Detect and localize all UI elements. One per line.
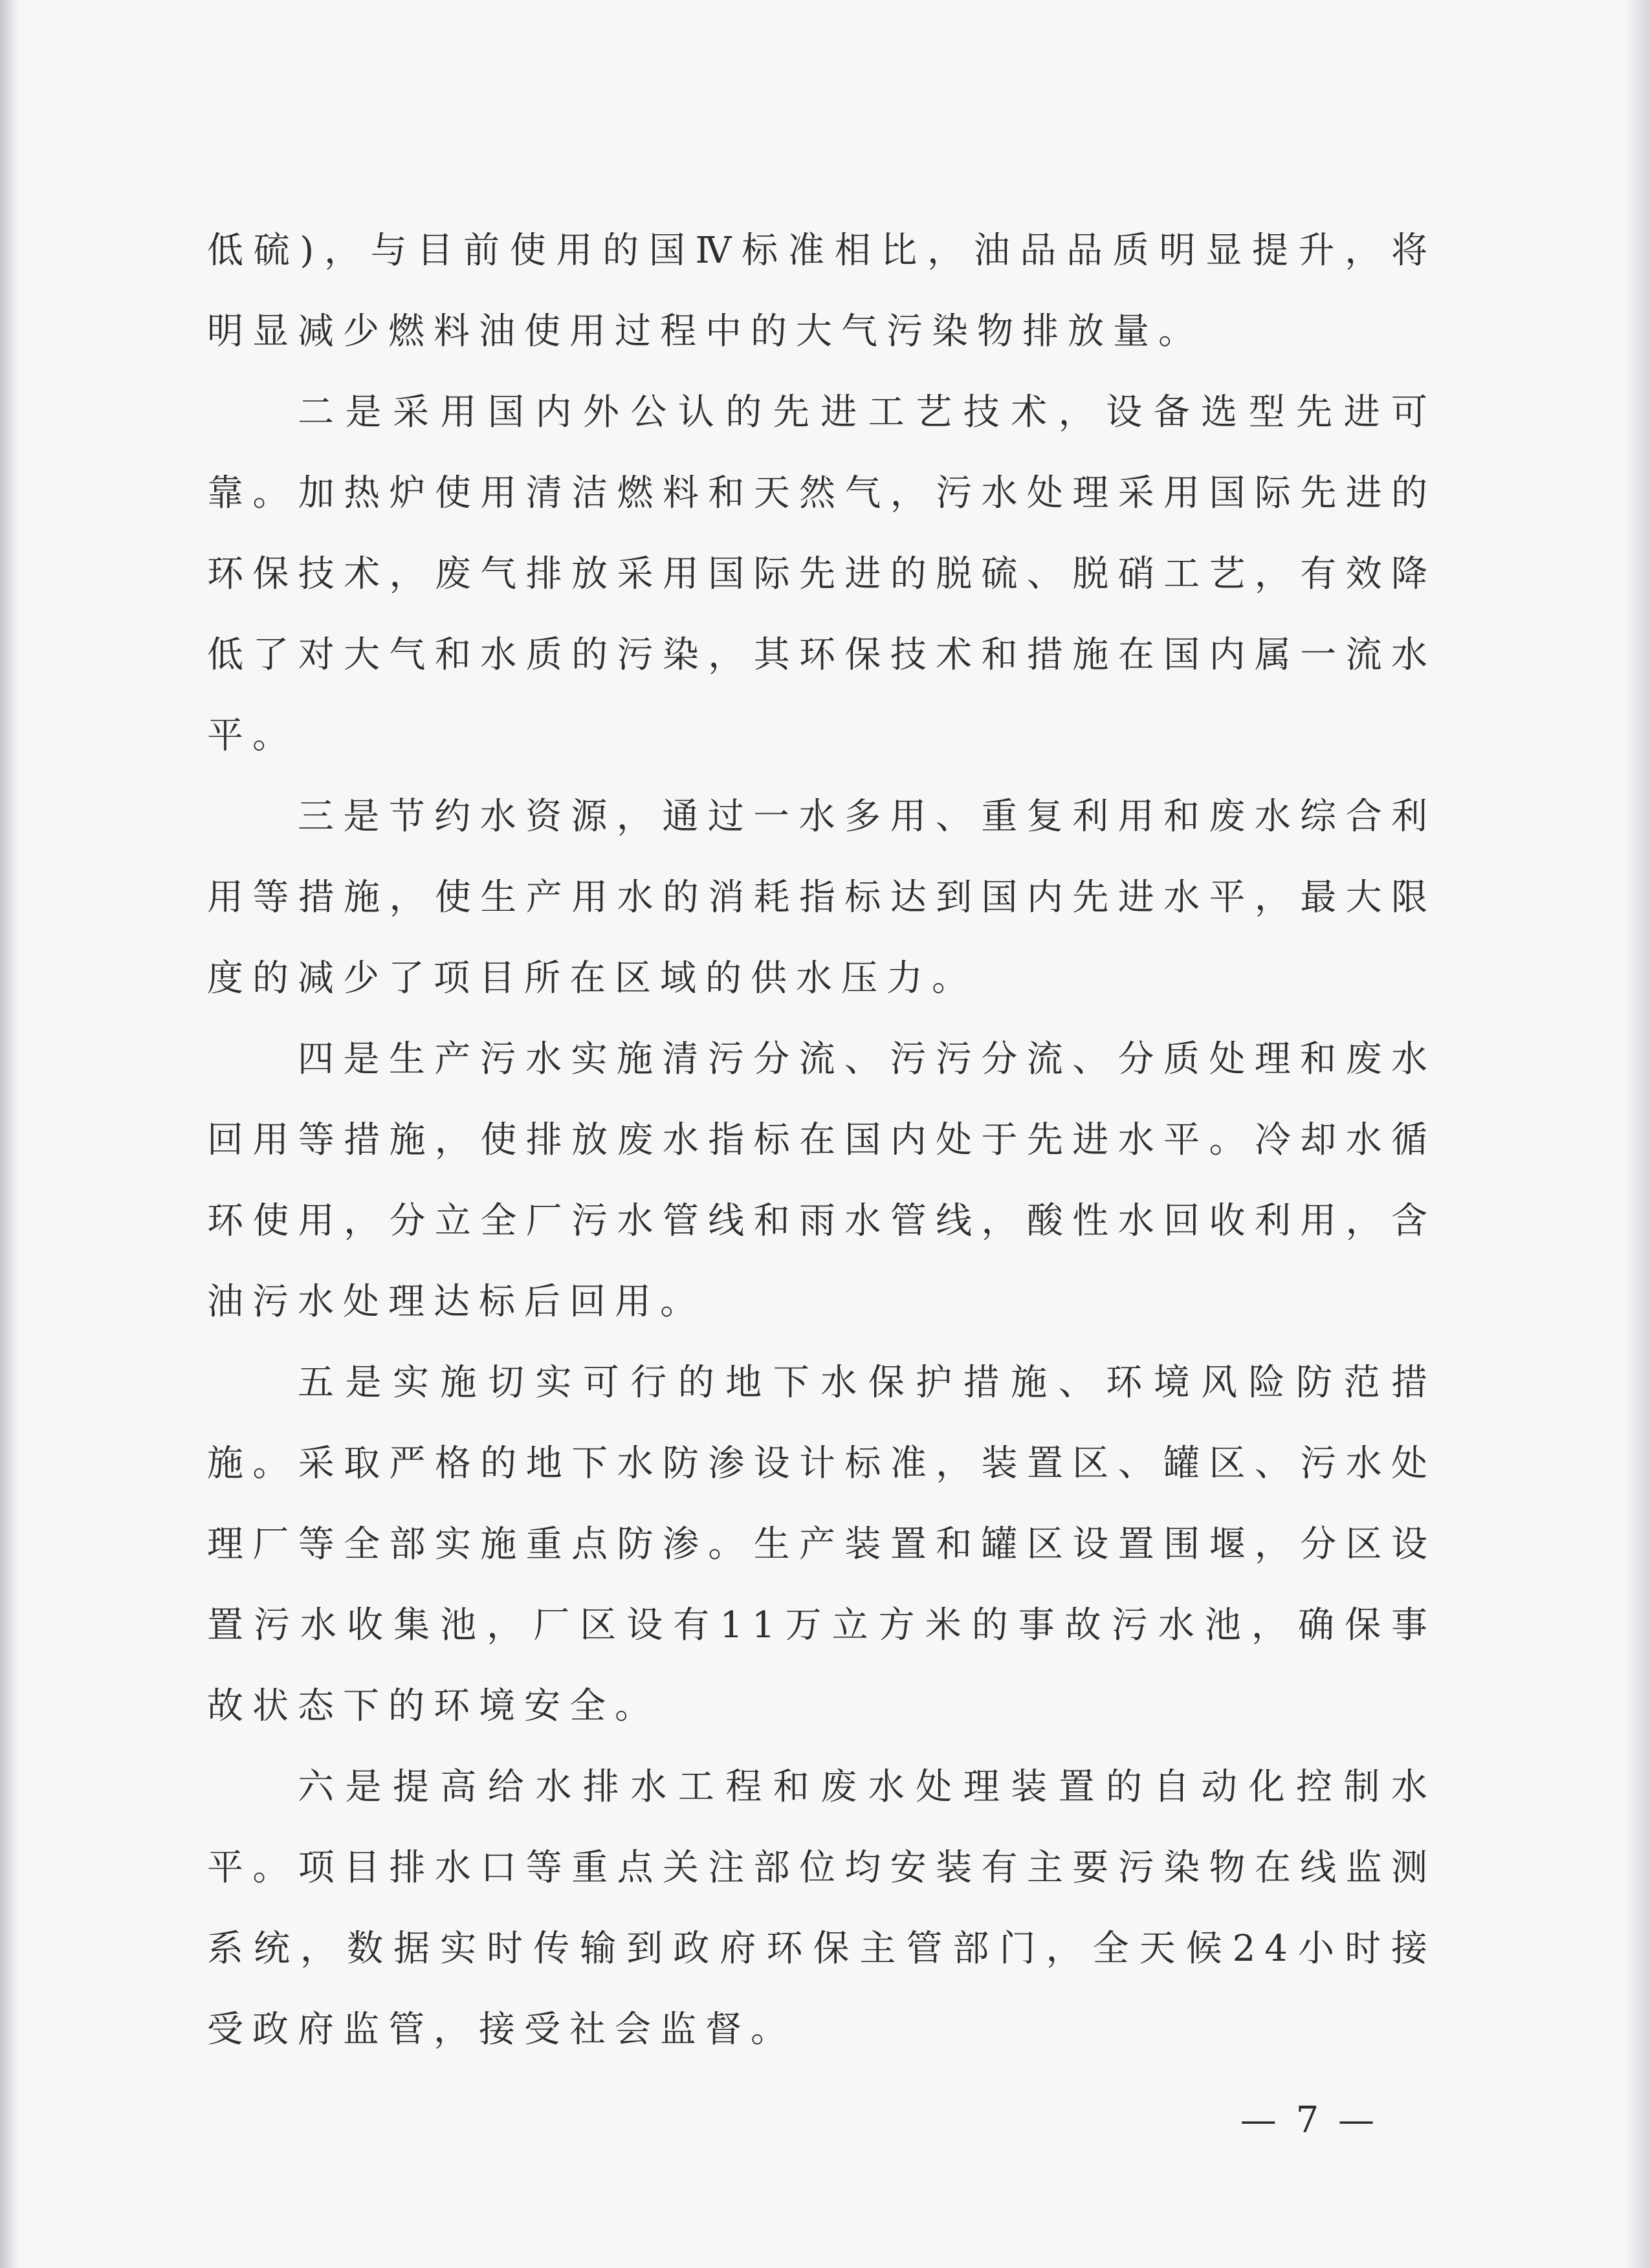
- page-right-edge: [1624, 0, 1650, 2268]
- page-left-edge: [0, 0, 19, 2268]
- document-body: [207, 210, 1436, 2070]
- paragraph-groundwater-protection: 五是实施切实可行的地下水保护措施、环境风险防范措施。采取严格的地下水防渗设计标准，装置区、罐区、污水处理厂等全部实施重点防渗。生产装置和罐区设置围堰，分区设置污水收集池，厂区设有11万立方米的事故污水池，确保事故状态下的环境安全。: [207, 1362, 1436, 1727]
- paragraph-wastewater-management: 四是生产污水实施清污分流、污污分流、分质处理和废水回用等措施，使排放废水指标在国内处于先进水平。冷却水循环使用，分立全厂污水管线和雨水管线，酸性水回收利用，含油污水处理达标后回用。: [207, 1038, 1436, 1323]
- page-number: — 7 —: [1240, 2099, 1378, 2141]
- paragraph-continuation: 低硫)，与目前使用的国Ⅳ标准相比，油品品质明显提升，将明显减少燃料油使用过程中的大气污染物排放量。: [207, 230, 1436, 353]
- paragraph-automation-monitoring: 六是提高给水排水工程和废水处理装置的自动化控制水平。项目排水口等重点关注部位均安装有主要污染物在线监测系统，数据实时传输到政府环保主管部门，全天候24小时接受政府监管，接受社会监督。: [207, 1766, 1436, 2051]
- paragraph-advanced-technology: 二是采用国内外公认的先进工艺技术，设备选型先进可靠。加热炉使用清洁燃料和天然气，污水处理采用国际先进的环保技术，废气排放采用国际先进的脱硫、脱硝工艺，有效降低了对大气和水质的污染，其环保技术和措施在国内属一流水平。: [207, 391, 1436, 757]
- paragraph-water-conservation: 三是节约水资源，通过一水多用、重复利用和废水综合利用等措施，使生产用水的消耗指标达到国内先进水平，最大限度的减少了项目所在区域的供水压力。: [207, 796, 1436, 999]
